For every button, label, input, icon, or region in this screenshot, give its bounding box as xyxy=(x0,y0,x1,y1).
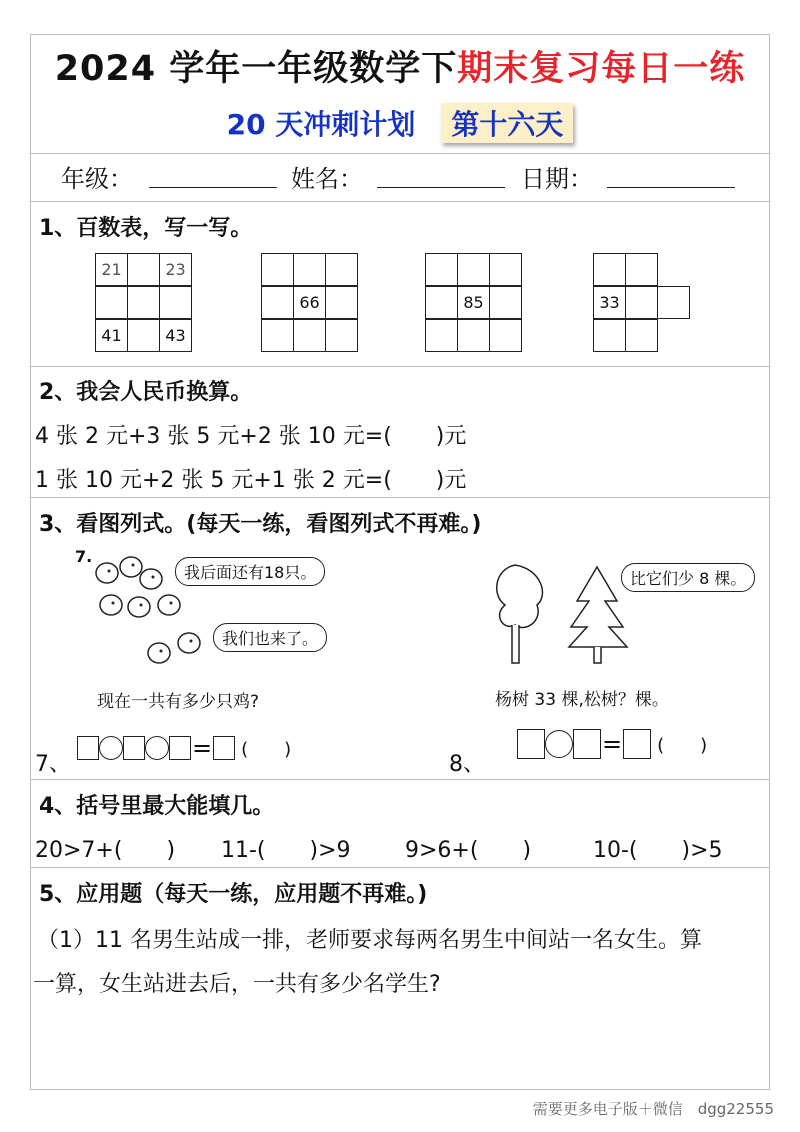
q3-question-1: 现在一共有多少只鸡? xyxy=(97,692,260,712)
grid-cell[interactable] xyxy=(261,286,294,319)
q4-item: 9>6+( ) xyxy=(405,838,532,863)
equation-7: = ( ) xyxy=(77,735,291,761)
grid-cell[interactable] xyxy=(325,286,358,319)
speech-bubble-2: 我们也来了。 xyxy=(213,623,327,652)
q2-title: 2、我会人民币换算。 xyxy=(39,380,253,405)
title-highlight: 期末复习每日一练 xyxy=(457,49,746,89)
grid-cell: 23 xyxy=(159,253,192,286)
answer-box[interactable] xyxy=(213,736,235,760)
q5-line-2: 一算，女生站进去后，一共有多少名学生? xyxy=(33,972,441,997)
worksheet-title xyxy=(31,41,769,91)
trees-illustration xyxy=(485,555,635,665)
title-main: 2024 学年一年级数学下 xyxy=(54,49,458,89)
divider xyxy=(31,153,769,154)
speech-bubble-3: 比它们少 8 棵。 xyxy=(621,563,755,592)
worksheet xyxy=(30,34,770,1090)
grid-cell[interactable] xyxy=(489,319,522,352)
grade-label: 年级： xyxy=(61,165,133,193)
grid-cell[interactable] xyxy=(261,319,294,352)
q2-line-2: 1 张 10 元+2 张 5 元+1 张 2 元=( )元 xyxy=(35,468,467,493)
footer-contact: 需要更多电子版＋微信 dgg22555 xyxy=(532,1100,774,1118)
answer-box[interactable] xyxy=(623,729,651,759)
answer-box[interactable] xyxy=(517,729,545,759)
grid-cell[interactable] xyxy=(293,319,326,352)
q4-item: 20>7+( ) xyxy=(35,838,176,863)
grid-cell: 21 xyxy=(95,253,128,286)
name-label: 姓名： xyxy=(291,165,363,193)
grid-cell[interactable] xyxy=(325,253,358,286)
grid-cell[interactable] xyxy=(489,286,522,319)
unit-parens: ( ) xyxy=(241,739,292,760)
date-label: 日期： xyxy=(521,165,593,193)
operator-circle[interactable] xyxy=(99,736,123,760)
q2-line-1: 4 张 2 元+3 张 5 元+2 张 10 元=( )元 xyxy=(35,424,467,449)
grid-cell: 33 xyxy=(593,286,626,319)
plan-label: 20 天冲刺计划 xyxy=(226,108,416,141)
grid-cell: 41 xyxy=(95,319,128,352)
grid-cell[interactable] xyxy=(293,253,326,286)
grid-cell[interactable] xyxy=(425,253,458,286)
answer-box[interactable] xyxy=(169,736,191,760)
divider xyxy=(31,201,769,202)
q5-line-1: （1）11 名男生站成一排，老师要求每两名男生中间站一名女生。算 xyxy=(37,928,702,953)
divider xyxy=(31,497,769,498)
unit-parens: ( ) xyxy=(657,735,708,756)
grid-cell[interactable] xyxy=(593,253,626,286)
date-field[interactable] xyxy=(607,187,735,188)
divider xyxy=(31,366,769,367)
grid-cell[interactable] xyxy=(489,253,522,286)
eq-label-7: 7、 xyxy=(35,752,71,777)
grid-cell[interactable] xyxy=(457,253,490,286)
grid-cell[interactable] xyxy=(127,253,160,286)
divider xyxy=(31,867,769,868)
grid-cell[interactable] xyxy=(127,286,160,319)
grid-cell: 43 xyxy=(159,319,192,352)
q3-question-2: 杨树 33 棵,松树？棵。 xyxy=(495,690,669,710)
grade-field[interactable] xyxy=(149,187,277,188)
operator-circle[interactable] xyxy=(145,736,169,760)
answer-box[interactable] xyxy=(573,729,601,759)
grid-cell: 66 xyxy=(293,286,326,319)
eq-label-8: 8、 xyxy=(449,752,485,777)
subtitle xyxy=(31,103,769,143)
grid-cell[interactable] xyxy=(625,253,658,286)
name-field[interactable] xyxy=(377,187,505,188)
day-badge: 第十六天 xyxy=(441,103,573,143)
grid-cell[interactable] xyxy=(425,286,458,319)
operator-circle[interactable] xyxy=(545,730,573,758)
q1-title: 1、百数表，写一写。 xyxy=(39,216,253,241)
grid-cell[interactable] xyxy=(657,286,690,319)
divider xyxy=(31,779,769,780)
grid-cell: 85 xyxy=(457,286,490,319)
answer-box[interactable] xyxy=(123,736,145,760)
grid-cell[interactable] xyxy=(159,286,192,319)
answer-box[interactable] xyxy=(77,736,99,760)
speech-bubble-1: 我后面还有18只。 xyxy=(175,557,325,586)
q5-title: 5、应用题（每天一练，应用题不再难。) xyxy=(39,882,428,907)
q4-item: 11-( )>9 xyxy=(221,838,351,863)
grid-cell[interactable] xyxy=(457,319,490,352)
q4-item: 10-( )>5 xyxy=(593,838,723,863)
q3-title: 3、看图列式。(每天一练，看图列式不再难。) xyxy=(39,512,482,537)
grid-cell[interactable] xyxy=(593,319,626,352)
grid-cell[interactable] xyxy=(625,319,658,352)
grid-cell[interactable] xyxy=(127,319,160,352)
grid-cell[interactable] xyxy=(325,319,358,352)
q4-title: 4、括号里最大能填几。 xyxy=(39,794,275,819)
figure-number: 7. xyxy=(75,547,93,566)
grid-cell[interactable] xyxy=(425,319,458,352)
grid-cell[interactable] xyxy=(261,253,294,286)
equation-8: = ( ) xyxy=(517,729,707,759)
grid-cell[interactable] xyxy=(95,286,128,319)
grid-cell[interactable] xyxy=(625,286,658,319)
